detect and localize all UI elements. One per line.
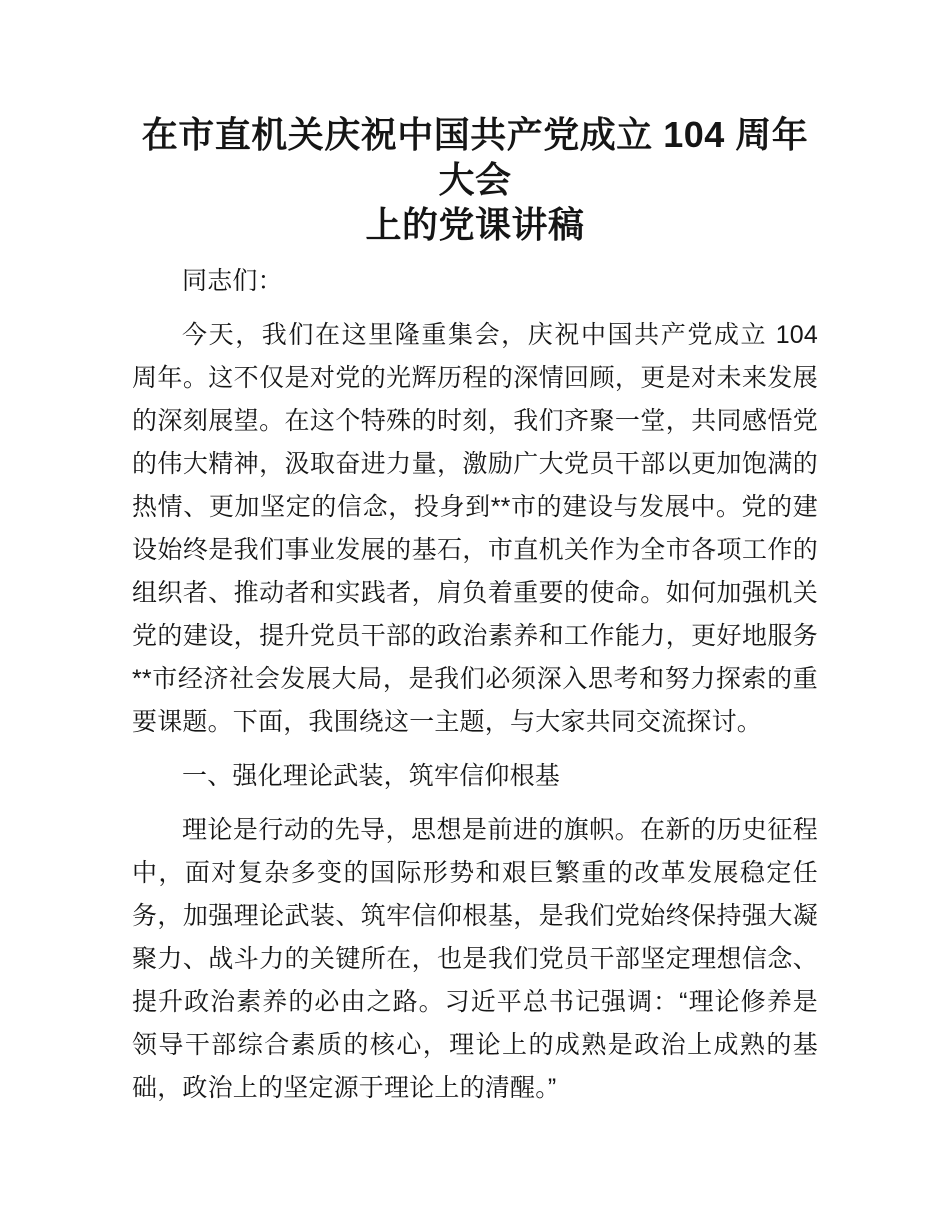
paragraph-introduction: 今天，我们在这里隆重集会，庆祝中国共产党成立 104 周年。这不仅是对党的光辉历程的深情回顾，更是对未来发展的深刻展望。在这个特殊的时刻，我们齐聚一堂，共同感悟党的伟大精神，汲取奋进力量，激励广大党员干部以更加饱满的热情、更加坚定的信念，投身到**市的建设与发展中。党的建设始终是我们事业发展的基石，市直机关作为全市各项工作的组织者、推动者和实践者，肩负着重要的使命。如何加强机关党的建设，提升党员干部的政治素养和工作能力，更好地服务**市经济社会发展大局，是我们必须深入思考和努力探索的重要课题。下面，我围绕这一主题，与大家共同交流探讨。 [132, 321, 818, 736]
salutation: 同志们： [182, 267, 283, 295]
document-title-line-1: 在市直机关庆祝中国共产党成立 104 周年大会 [141, 114, 809, 200]
paragraph-section-1-body: 理论是行动的先导，思想是前进的旗帜。在新的历史征程中，面对复杂多变的国际形势和艰巨繁重的改革发展稳定任务，加强理论武装、筑牢信仰根基，是我们党始终保持强大凝聚力、战斗力的关键所在，也是我们党员干部坚定理想信念、提升政治素养的必由之路。习近平总书记强调：“理论修养是领导干部综合素质的核心，理论上的成熟是政治上成熟的基础，政治上的坚定源于理论上的清醒。” [132, 816, 818, 1102]
section-heading-1: 一、强化理论武装，筑牢信仰根基 [182, 762, 561, 790]
document-title [132, 112, 818, 247]
document-title-line-2: 上的党课讲稿 [365, 204, 585, 245]
